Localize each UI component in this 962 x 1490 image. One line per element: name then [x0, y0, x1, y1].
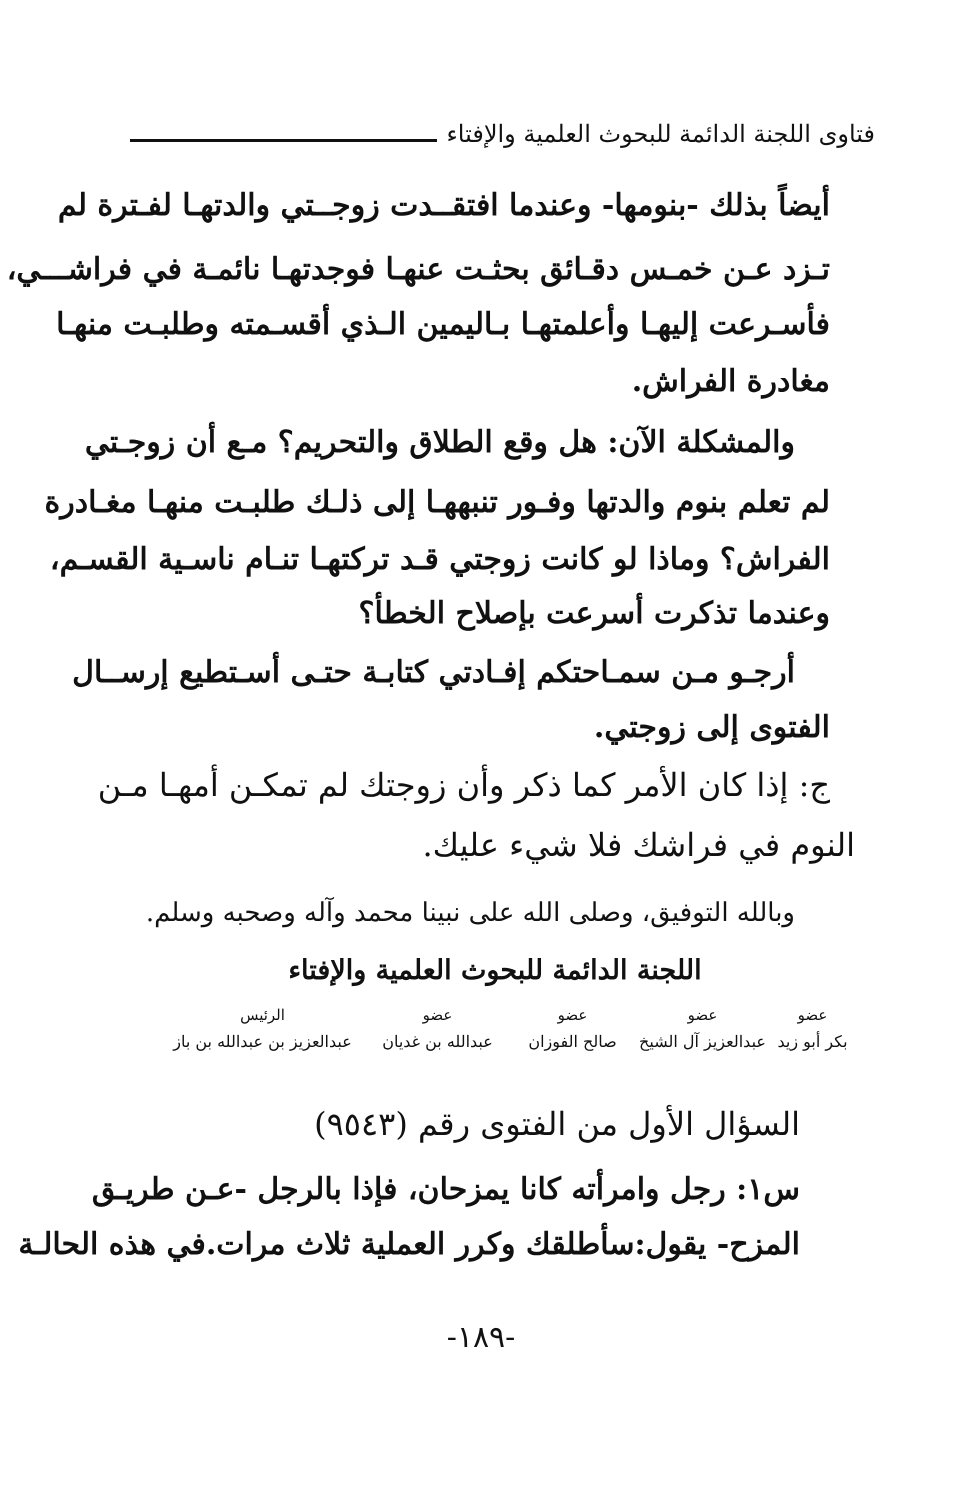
- body-line: تـزد عـن خمـس دقـائق بحثـت عنهـا فوجدتهـا نائمـة في فراشـــي،: [6, 252, 830, 287]
- body-line: الفراش؟ وماذا لو كانت زوجتي قـد تركتهـا تنـام ناسـية القسـم،: [49, 542, 830, 577]
- question-heading: السؤال الأول من الفتوى رقم (٩٥٤٣): [314, 1105, 800, 1143]
- signatures: [150, 1006, 850, 1051]
- body-line: فأسـرعت إليهـا وأعلمتهـا بـاليمين الـذي أقسـمته وطلبـت منهـا: [56, 307, 830, 342]
- committee-name: اللجنة الدائمة للبحوث العلمية والإفتاء: [288, 955, 702, 986]
- answer-line: ج: إذا كان الأمر كما ذكر وأن زوجتك لم تمكـن أمهـا مـن: [97, 766, 830, 804]
- running-header-title: فتاوى اللجنة الدائمة للبحوث العلمية والإفتاء: [446, 120, 875, 148]
- signatory-role: عضو: [687, 1006, 718, 1024]
- body-line: والمشكلة الآن: هل وقع الطلاق والتحريم؟ مـع أن زوجـتي: [84, 425, 795, 460]
- signatory-name: عبدالله بن غديان: [382, 1032, 493, 1051]
- closing-line: وبالله التوفيق، وصلى الله على نبينا محمد وآله وصحبه وسلم.: [145, 898, 795, 928]
- signatory: [775, 1006, 850, 1051]
- page-number: -١٨٩-: [446, 1320, 516, 1355]
- body-line: أرجـو مـن سمـاحتكم إفـادتي كتابـة حتـى أسـتطيع إرســال: [72, 655, 795, 690]
- signatory: [515, 1006, 630, 1051]
- signatory-role: عضو: [422, 1006, 453, 1024]
- signatory-role: عضو: [557, 1006, 588, 1024]
- header-rule: [130, 139, 437, 142]
- signatory: [360, 1006, 515, 1051]
- signatory-name: عبدالعزيز آل الشيخ: [639, 1032, 766, 1051]
- running-header: [130, 120, 875, 148]
- question-line: س١: رجل وامرأته كانا يمزحان، فإذا بالرجل -عـن طريـق: [91, 1172, 800, 1207]
- question-line: المزح- يقول:سأطلقك وكرر العملية ثلاث مرات.في هذه الحالـة: [18, 1227, 800, 1262]
- body-line: وعندما تذكرت أسرعت بإصلاح الخطأ؟: [358, 596, 830, 631]
- body-line: الفتوى إلى زوجتي.: [593, 710, 830, 745]
- signatory-role: الرئيس: [240, 1006, 285, 1024]
- body-line: أيضاً بذلك -بنومها- وعندما افتقــدت زوجــتي والدتهـا لفـترة لم: [57, 188, 830, 223]
- signatory-name: صالح الفوزان: [528, 1032, 617, 1051]
- signatory-name: بكر أبو زيد: [777, 1032, 848, 1051]
- body-line: لم تعلم بنوم والدتها وفـور تنبههـا إلى ذلـك طلبـت منهـا مغـادرة: [44, 485, 830, 520]
- signatory-role: عضو: [797, 1006, 828, 1024]
- signatory: [165, 1006, 360, 1051]
- body-line: مغادرة الفراش.: [631, 364, 830, 399]
- answer-line: النوم في فراشك فلا شيء عليك.: [422, 826, 855, 864]
- signatory: [630, 1006, 775, 1051]
- signatory-name: عبدالعزيز بن عبدالله بن باز: [173, 1032, 352, 1051]
